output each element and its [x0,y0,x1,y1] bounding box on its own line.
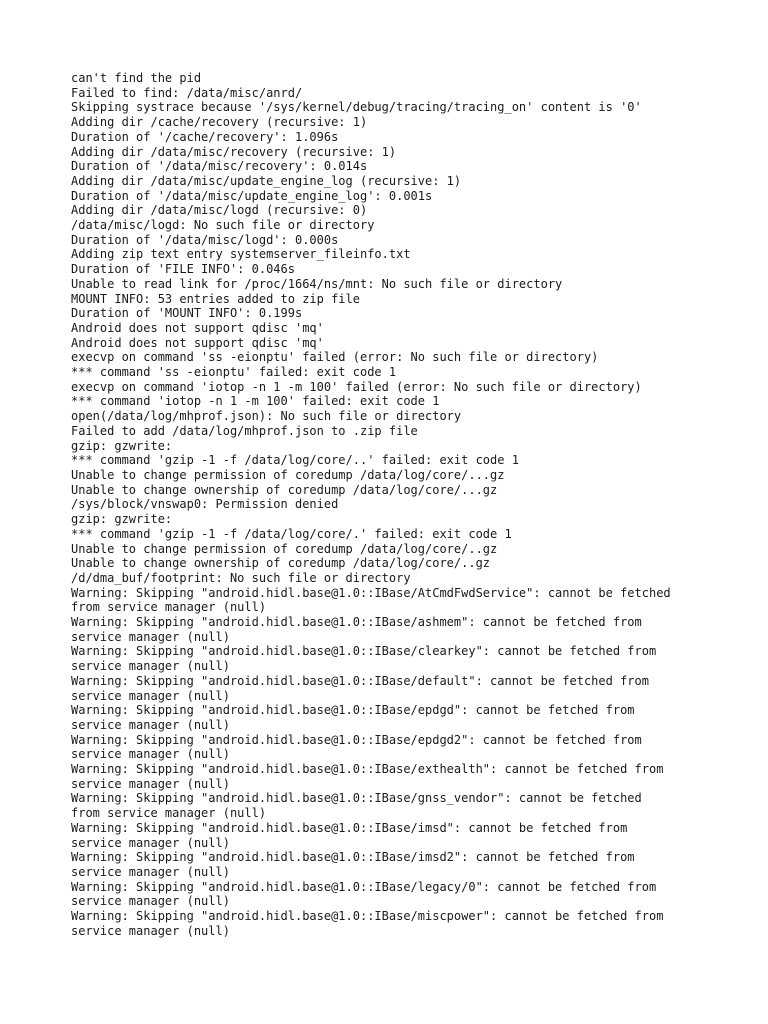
log-line: Duration of 'MOUNT INFO': 0.199s [71,306,303,321]
log-line: service manager (null) [71,629,230,644]
log-line: service manager (null) [71,659,230,674]
log-line: service manager (null) [71,894,230,909]
log-line: service manager (null) [71,835,230,850]
log-line: Adding dir /data/misc/recovery (recursive: 1) [71,144,397,159]
log-line: Duration of '/cache/recovery': 1.096s [71,129,339,144]
log-line: open(/data/log/mhprof.json): No such file or directory [71,409,462,424]
log-line: /sys/block/vnswap0: Permission denied [71,497,339,512]
log-line: Duration of '/data/misc/recovery': 0.014s [71,159,368,174]
log-line: Duration of '/data/misc/logd': 0.000s [71,232,339,247]
log-line: Failed to add /data/log/mhprof.json to .zip file [71,423,418,438]
log-line: service manager (null) [71,688,230,703]
log-line: service manager (null) [71,776,230,791]
log-line: Unable to change ownership of coredump /data/log/core/..gz [71,556,491,571]
log-line: /d/dma_buf/footprint: No such file or directory [71,570,411,585]
log-line: from service manager (null) [71,600,267,615]
log-line: Duration of 'FILE INFO': 0.046s [71,262,295,277]
log-line: Android does not support qdisc 'mq' [71,335,324,350]
log-line: execvp on command 'ss -eionptu' failed (error: No such file or directory) [71,350,599,365]
log-line: /data/misc/logd: No such file or directory [71,218,375,233]
log-line: Warning: Skipping "android.hidl.base@1.0::IBase/imsd2": cannot be fetched from [71,850,635,865]
log-line: Warning: Skipping "android.hidl.base@1.0::IBase/legacy/0": cannot be fetched from [71,879,657,894]
log-line: Warning: Skipping "android.hidl.base@1.0::IBase/imsd": cannot be fetched from [71,820,628,835]
log-line: Failed to find: /data/misc/anrd/ [71,85,303,100]
log-line: Warning: Skipping "android.hidl.base@1.0::IBase/clearkey": cannot be fetched from [71,644,657,659]
log-line: from service manager (null) [71,806,267,821]
log-line: Warning: Skipping "android.hidl.base@1.0::IBase/miscpower": cannot be fetched from [71,909,664,924]
log-line: Warning: Skipping "android.hidl.base@1.0::IBase/gnss_vendor": cannot be fetched [71,791,642,806]
log-line: Duration of '/data/misc/update_engine_log': 0.001s [71,188,433,203]
log-line: Unable to change ownership of coredump /data/log/core/...gz [71,482,498,497]
log-line: Warning: Skipping "android.hidl.base@1.0::IBase/epdgd": cannot be fetched from [71,703,635,718]
log-line: execvp on command 'iotop -n 1 -m 100' failed (error: No such file or directory) [71,379,642,394]
log-line: Android does not support qdisc 'mq' [71,320,324,335]
log-line: *** command 'iotop -n 1 -m 100' failed: exit code 1 [71,394,440,409]
log-line: service manager (null) [71,923,230,938]
log-line: can't find the pid [71,71,202,85]
log-line: service manager (null) [71,747,230,762]
log-line: gzip: gzwrite: [71,438,173,453]
log-line: gzip: gzwrite: [71,512,173,527]
log-line: Adding dir /cache/recovery (recursive: 1) [71,115,368,130]
log-line: Unable to read link for /proc/1664/ns/mnt: No such file or directory [71,276,563,291]
log-line: Warning: Skipping "android.hidl.base@1.0::IBase/ashmem": cannot be fetched from [71,615,642,630]
log-line: Warning: Skipping "android.hidl.base@1.0::IBase/exthealth": cannot be fetched from [71,762,664,777]
log-line: Unable to change permission of coredump /data/log/core/..gz [71,541,498,556]
log-line: service manager (null) [71,864,230,879]
log-output [71,71,701,938]
log-line: *** command 'gzip -1 -f /data/log/core/.' failed: exit code 1 [71,526,512,541]
log-line: Unable to change permission of coredump /data/log/core/...gz [71,467,505,482]
log-line: service manager (null) [71,717,230,732]
log-line: Warning: Skipping "android.hidl.base@1.0::IBase/epdgd2": cannot be fetched from [71,732,642,747]
log-line: Warning: Skipping "android.hidl.base@1.0::IBase/default": cannot be fetched from [71,673,649,688]
log-line: Warning: Skipping "android.hidl.base@1.0::IBase/AtCmdFwdService": cannot be fetched [71,585,671,600]
log-line: Adding dir /data/misc/update_engine_log (recursive: 1) [71,173,462,188]
log-line: *** command 'gzip -1 -f /data/log/core/..' failed: exit code 1 [71,453,519,468]
log-line: Adding zip text entry systemserver_fileinfo.txt [71,247,411,262]
log-line: *** command 'ss -eionptu' failed: exit code 1 [71,365,397,380]
log-line: Adding dir /data/misc/logd (recursive: 0) [71,203,368,218]
log-line: MOUNT INFO: 53 entries added to zip file [71,291,360,306]
log-line: Skipping systrace because '/sys/kernel/debug/tracing/tracing_on' content is '0' [71,100,642,115]
